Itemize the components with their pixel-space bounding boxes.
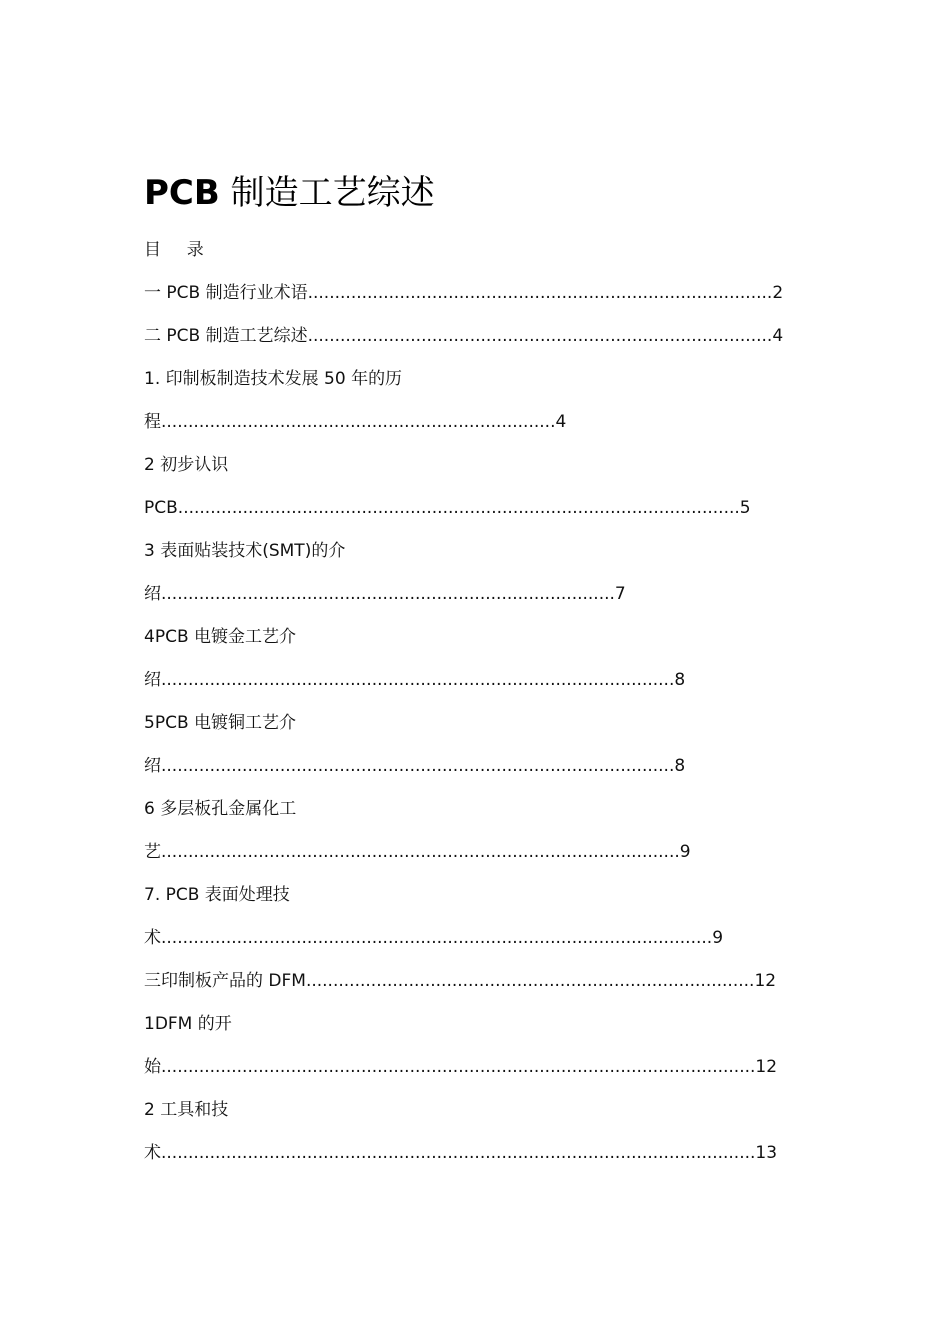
toc-line: 绍...............................................................................................8 <box>144 756 686 776</box>
toc-line: 艺................................................................................................9 <box>144 842 691 862</box>
toc-line: 绍....................................................................................7 <box>144 584 626 604</box>
toc-line: 二 PCB 制造工艺综述......................................................................................4 <box>144 326 784 346</box>
toc-line: PCB........................................................................................................5 <box>144 498 751 518</box>
toc-line: 4PCB 电镀金工艺介 <box>144 627 297 647</box>
toc-line: 术..............................................................................................................13 <box>144 1143 778 1163</box>
document-title-latin: PCB <box>144 173 220 213</box>
document-title-rest: 制造工艺综述 <box>219 173 435 213</box>
toc-line: 三印制板产品的 DFM...................................................................................12 <box>144 971 777 991</box>
toc-line: 1. 印制板制造技术发展 50 年的历 <box>144 369 403 389</box>
toc-line: 2 工具和技 <box>144 1100 229 1120</box>
toc-heading: 目 录 <box>144 240 215 260</box>
toc-line: 3 表面贴装技术(SMT)的介 <box>144 541 346 561</box>
toc-line: 绍...............................................................................................8 <box>144 670 686 690</box>
toc-line: 术......................................................................................................9 <box>144 928 724 948</box>
toc-line: 1DFM 的开 <box>144 1014 232 1034</box>
toc-line: 一 PCB 制造行业术语......................................................................................2 <box>144 283 784 303</box>
toc-line: 5PCB 电镀铜工艺介 <box>144 713 297 733</box>
toc-line: 始..............................................................................................................12 <box>144 1057 778 1077</box>
toc-line: 6 多层板孔金属化工 <box>144 799 297 819</box>
document-title <box>144 170 435 216</box>
toc-line: 程.........................................................................4 <box>144 412 567 432</box>
toc-line: 2 初步认识 <box>144 455 229 475</box>
toc-line: 7. PCB 表面处理技 <box>144 885 290 905</box>
